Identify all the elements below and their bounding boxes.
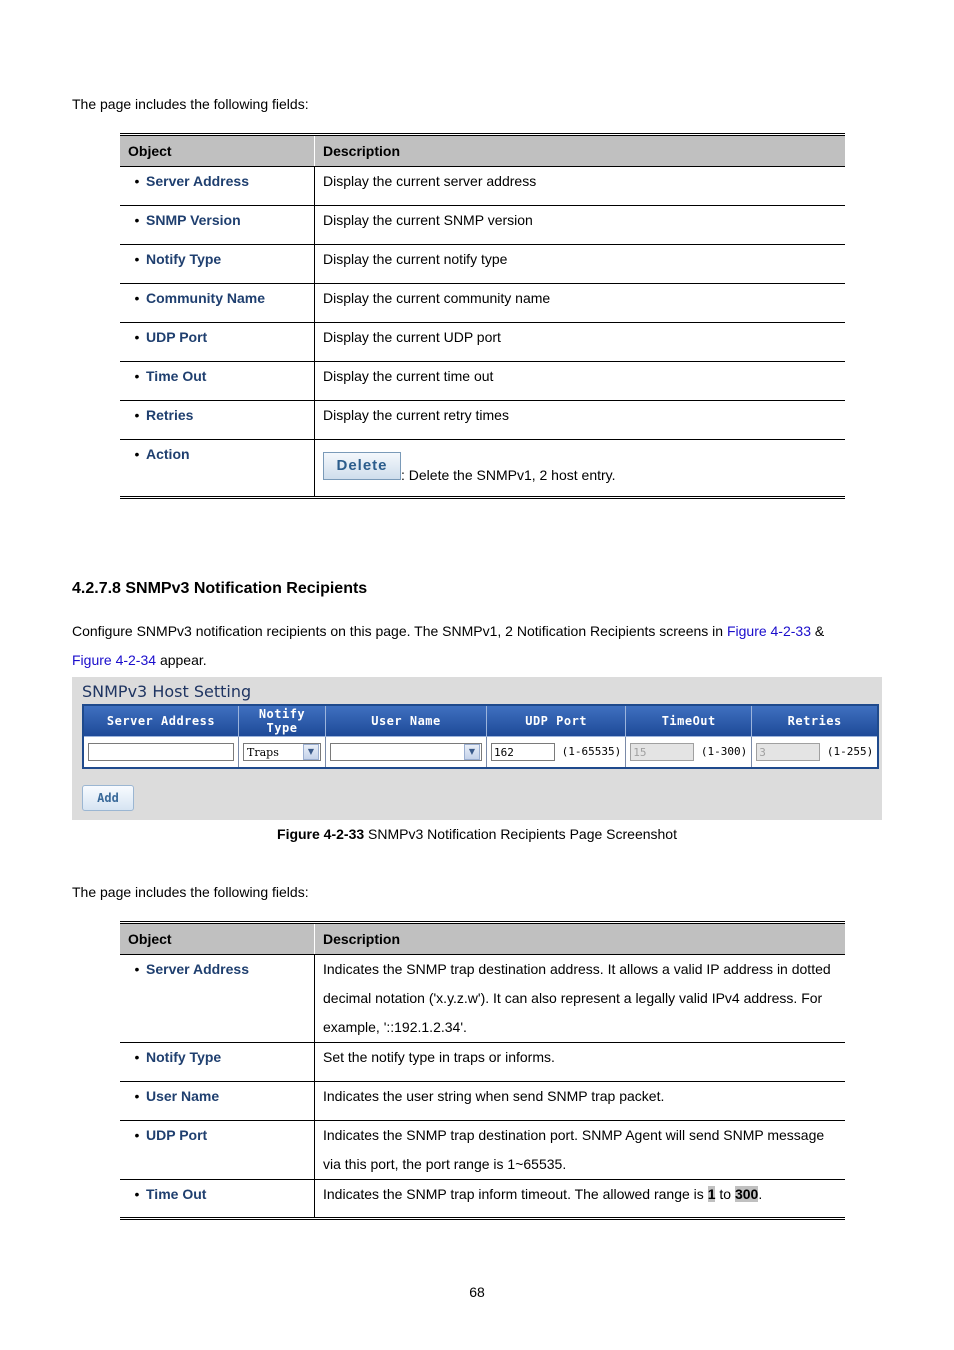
object-name: Notify Type (146, 1049, 222, 1065)
paragraph-text: Configure SNMPv3 notification recipients on this page. The SNMPv1, 2 Notification Recipients screens in (72, 623, 724, 639)
object-name: Retries (146, 407, 194, 423)
description: Indicates the user string when send SNMP trap packet. (315, 1082, 846, 1121)
description: Indicates the SNMP trap destination port. SNMP Agent will send SNMP message via this port, the port range is 1~65535. (315, 1121, 846, 1180)
description: Set the notify type in traps or informs. (315, 1043, 846, 1082)
table-row: • Time Out Indicates the SNMP trap inform timeout. The allowed range is 1 to 300. (120, 1180, 845, 1219)
description: Display the current server address (315, 167, 846, 206)
table-row: • Action Delete: Delete the SNMPv1, 2 host entry. (120, 440, 845, 498)
intro-text: The page includes the following fields: (72, 96, 309, 112)
section-paragraph (72, 617, 862, 675)
object-name: Time Out (146, 368, 207, 384)
panel-title: SNMPv3 Host Setting (82, 682, 252, 701)
description-end: . (758, 1186, 763, 1202)
table-row: • Server Address Indicates the SNMP trap destination address. It allows a valid IP address in dotted decimal notation ('x.y.z.w'). It can also represent a legally valid IPv4 address. For example, '::192.1.2.34'. (120, 955, 845, 1043)
header-object: Object (120, 923, 315, 955)
chevron-down-icon: ▼ (464, 744, 480, 760)
header-object: Object (120, 135, 315, 167)
header-description: Description (315, 923, 846, 955)
timeout-input: 15 (630, 743, 694, 761)
description: Display the current community name (315, 284, 846, 323)
range-max: 300 (734, 1186, 759, 1202)
retries-input: 3 (756, 743, 820, 761)
description (315, 1180, 846, 1219)
header-description: Description (315, 135, 846, 167)
udp-port-range: (1-65535) (561, 745, 622, 758)
table-row: • Notify Type Set the notify type in traps or informs. (120, 1043, 845, 1082)
col-udp-port: UDP Port (487, 705, 626, 737)
user-name-select[interactable] (330, 743, 482, 761)
object-name: UDP Port (146, 1127, 208, 1143)
col-server-address: Server Address (83, 705, 239, 737)
table-row: • User Name Indicates the user string when send SNMP trap packet. (120, 1082, 845, 1121)
server-address-input[interactable] (88, 743, 234, 761)
object-name: User Name (146, 1088, 220, 1104)
description-text: Indicates the SNMP trap inform timeout. The allowed range is (323, 1186, 704, 1202)
fields-table-snmpv12 (120, 133, 845, 499)
host-setting-table (82, 704, 879, 769)
range-min: 1 (707, 1186, 716, 1202)
description: Delete the SNMPv1, 2 host entry. (408, 467, 616, 483)
col-notify-type: Notify Type (239, 705, 326, 737)
fields-table-snmpv3 (120, 921, 845, 1220)
retries-range: (1-255) (826, 745, 874, 758)
object-name: Server Address (146, 173, 249, 189)
ampersand: & (814, 623, 825, 639)
table-row: • UDP Port Display the current UDP port (120, 323, 845, 362)
intro-text: The page includes the following fields: (72, 884, 309, 900)
table-row: • Time Out Display the current time out (120, 362, 845, 401)
description: Display the current notify type (315, 245, 846, 284)
description: Display the current SNMP version (315, 206, 846, 245)
section-heading: 4.2.7.8 SNMPv3 Notification Recipients (72, 580, 368, 597)
add-button[interactable]: Add (82, 785, 134, 811)
page-number: 68 (469, 1284, 485, 1300)
caption-text: SNMPv3 Notification Recipients Page Screenshot (368, 826, 677, 842)
object-name: Community Name (146, 290, 266, 306)
col-user-name: User Name (326, 705, 487, 737)
col-timeout: TimeOut (626, 705, 752, 737)
description: Indicates the SNMP trap destination address. It allows a valid IP address in dotted decimal notation ('x.y.z.w'). It can also represent a legally valid IPv4 address. For example, '::192.1.2.34'. (315, 955, 846, 1043)
table-row: • SNMP Version Display the current SNMP version (120, 206, 845, 245)
object-name: SNMP Version (146, 212, 241, 228)
table-row: • Community Name Display the current community name (120, 284, 845, 323)
object-name: Notify Type (146, 251, 222, 267)
snmpv3-host-setting-panel (72, 677, 882, 820)
table-row: • Notify Type Display the current notify type (120, 245, 845, 284)
col-retries: Retries (752, 705, 878, 737)
object-name: Server Address (146, 961, 249, 977)
caption-label: Figure 4-2-33 (277, 826, 365, 842)
figure-link-4-2-34[interactable]: Figure 4-2-34 (72, 652, 157, 668)
description: Display the current UDP port (315, 323, 846, 362)
paragraph-text: appear. (159, 652, 207, 668)
description: Display the current time out (315, 362, 846, 401)
notify-type-select[interactable] (243, 743, 321, 761)
table-row: • Retries Display the current retry times (120, 401, 845, 440)
chevron-down-icon: ▼ (303, 744, 319, 760)
notify-type-value: Traps (247, 745, 279, 759)
udp-port-input[interactable]: 162 (491, 743, 555, 761)
object-name: Action (146, 446, 190, 462)
table-row: • UDP Port Indicates the SNMP trap destination port. SNMP Agent will send SNMP message via this port, the port range is 1~65535. (120, 1121, 845, 1180)
figure-caption (0, 826, 954, 842)
object-name: Time Out (146, 1186, 207, 1202)
object-name: UDP Port (146, 329, 208, 345)
delete-button[interactable]: Delete (323, 452, 401, 480)
description: Display the current retry times (315, 401, 846, 440)
range-to: to (719, 1186, 732, 1202)
table-row: • Server Address Display the current server address (120, 167, 845, 206)
figure-link-4-2-33[interactable]: Figure 4-2-33 (726, 623, 811, 639)
timeout-range: (1-300) (700, 745, 748, 758)
